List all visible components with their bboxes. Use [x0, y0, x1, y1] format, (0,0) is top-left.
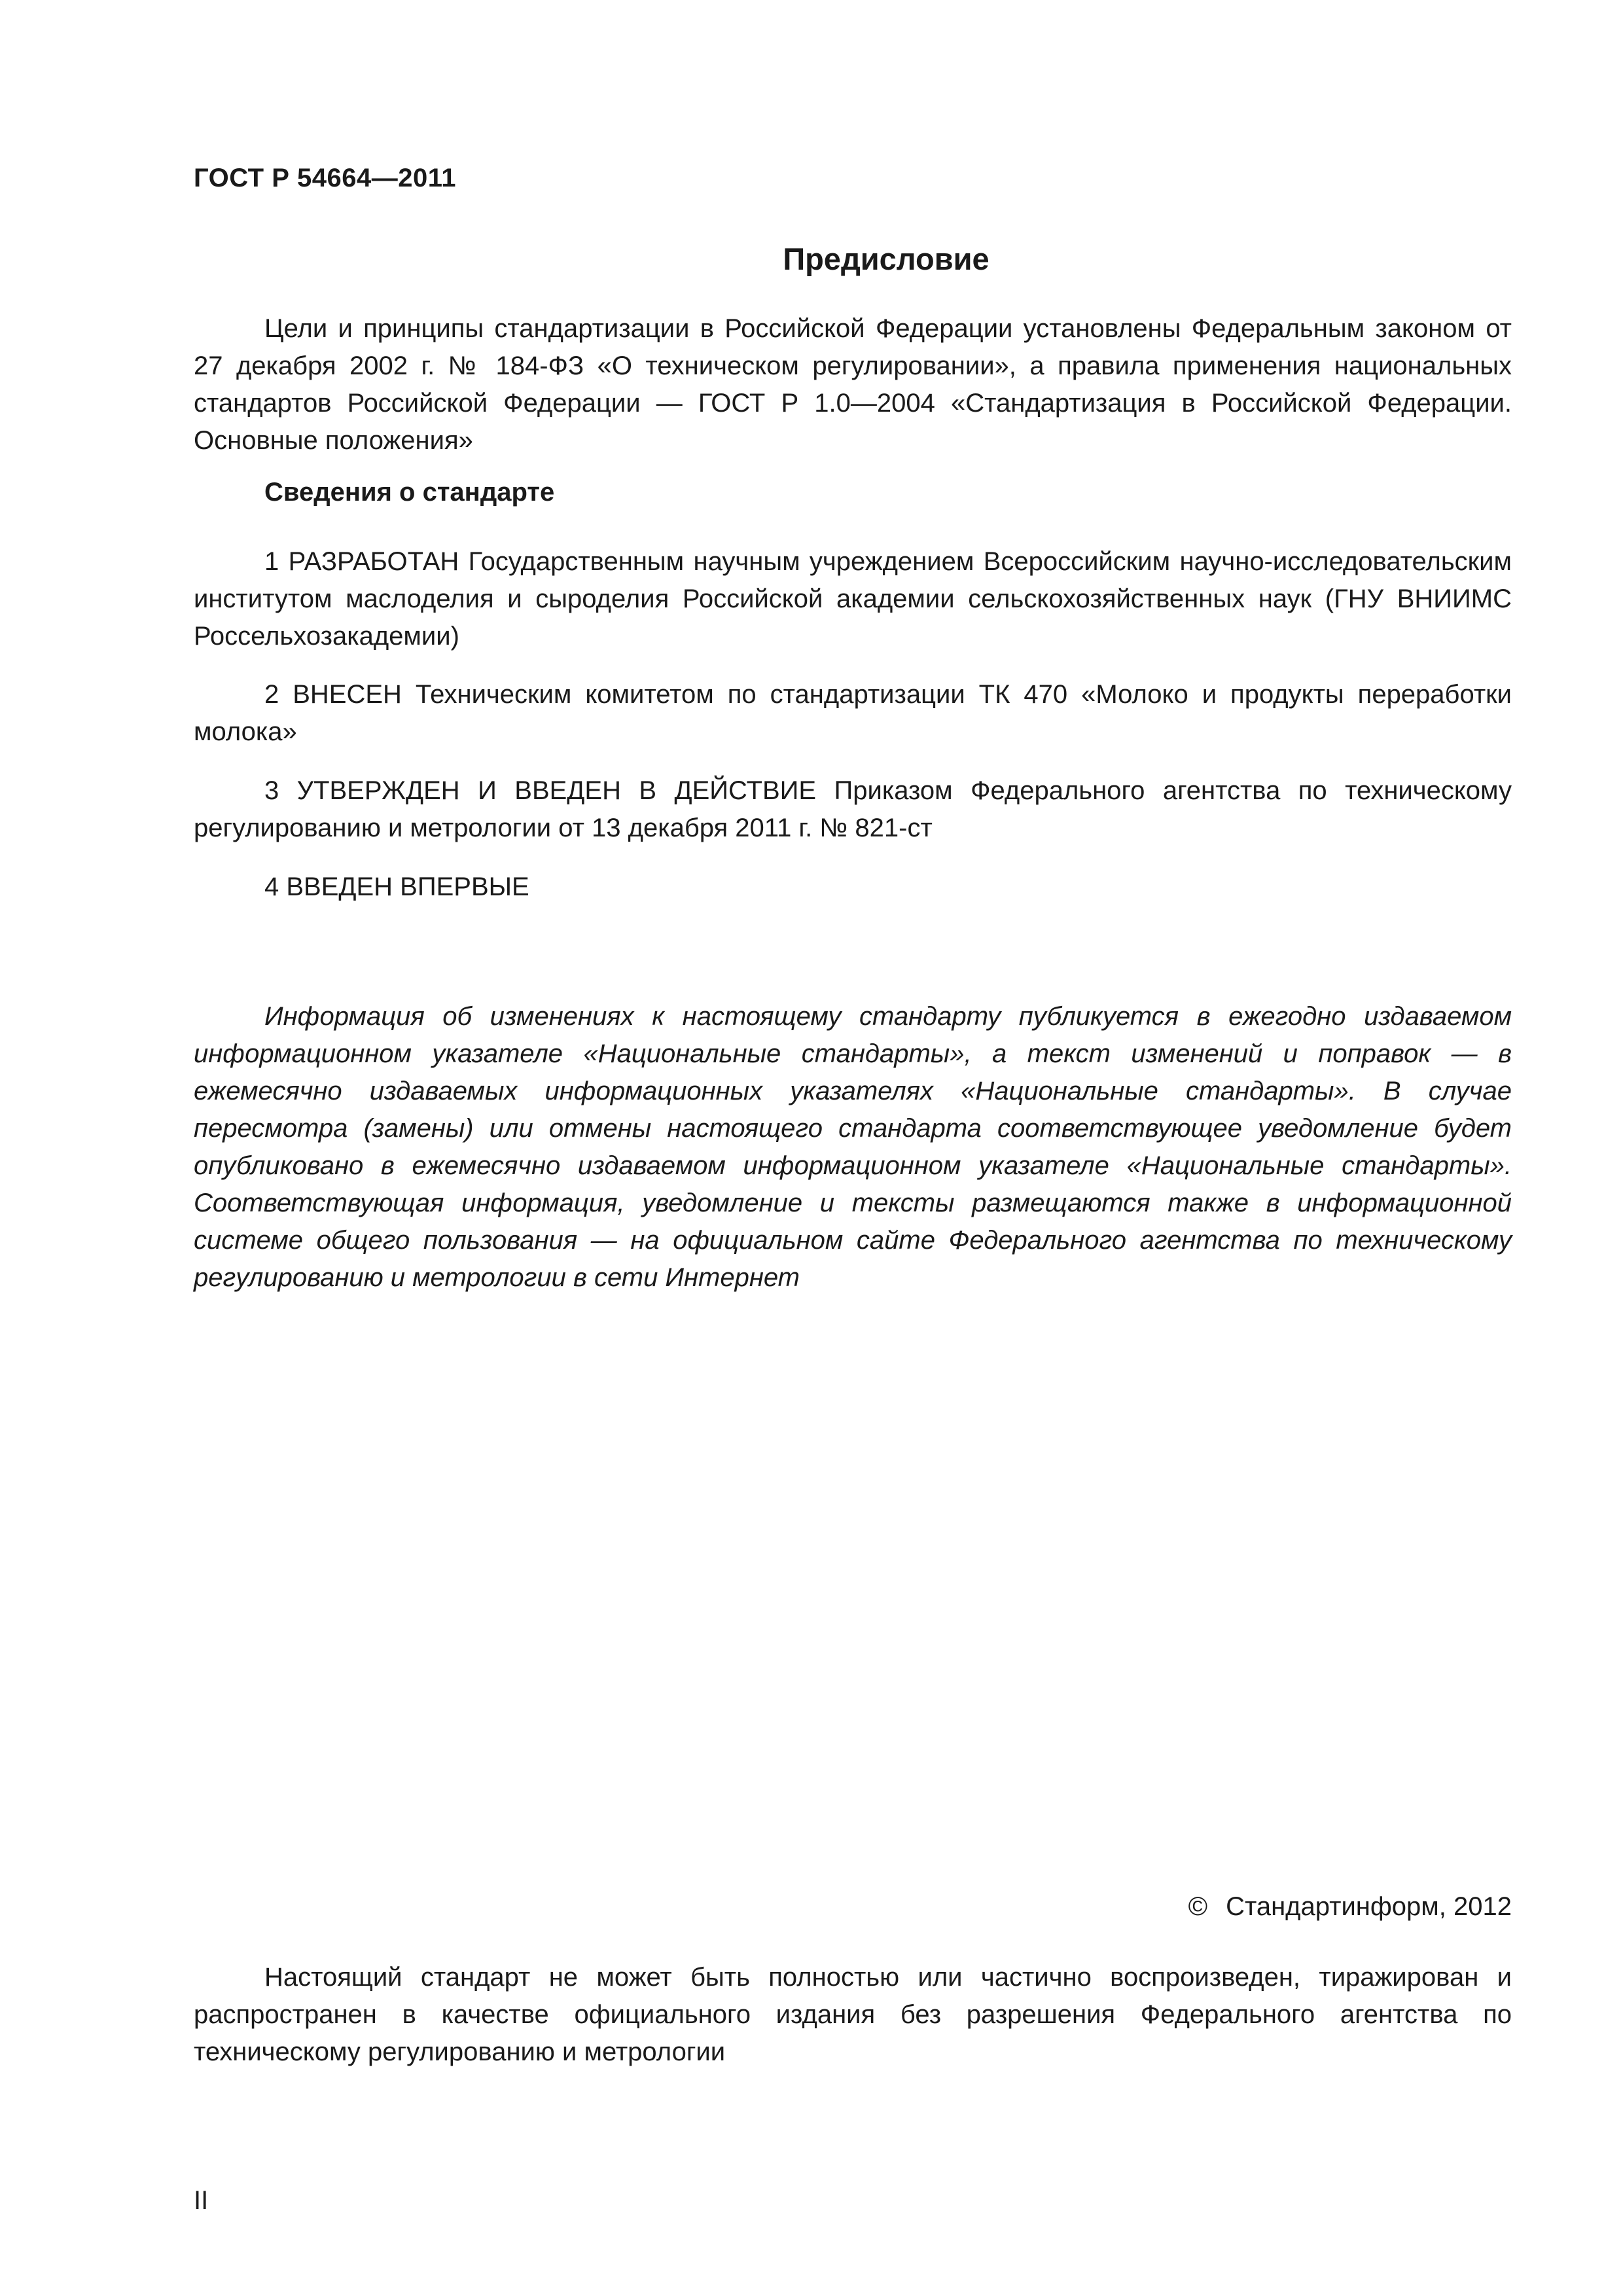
item-submitted: 2 ВНЕСЕН Техническим комитетом по стандартизации ТК 470 «Молоко и продукты переработки молока» — [194, 680, 1512, 746]
reproduction-notice: Настоящий стандарт не может быть полностью или частично воспроизведен, тиражирован и распространен в качестве официального издания без разрешения Федерального агентства по техническому регулированию и метрологии — [194, 1963, 1512, 2066]
item-developed: 1 РАЗРАБОТАН Государственным научным учреждением Всероссийским научно-исследовательским институтом маслоделия и сыроделия Российской академии сельскохозяйственных наук (ГНУ ВНИИМС Россельхозакадемии) — [194, 547, 1512, 651]
document-id: ГОСТ Р 54664—2011 — [194, 164, 456, 192]
item-first-introduced: 4 ВВЕДЕН ВПЕРВЫЕ — [264, 872, 529, 901]
item-approved: 3 УТВЕРЖДЕН И ВВЕДЕН В ДЕЙСТВИЕ Приказом Федерального агентства по техническому регулированию и метрологии от 13 декабря 2011 г. № 821-ст — [194, 776, 1512, 842]
copyright-line — [194, 1888, 1512, 1926]
page-number: II — [194, 2186, 209, 2215]
page-title: Предисловие — [783, 242, 990, 276]
copyright-text: Стандартинформ, 2012 — [1226, 1892, 1512, 1921]
section-heading: Сведения о стандарте — [264, 478, 555, 507]
intro-paragraph: Цели и принципы стандартизации в Российской Федерации установлены Федеральным законом от 27 декабря 2002 г. № 184-ФЗ «О техническом регулировании», а правила применения национальных стандартов Российской Федерации — ГОСТ Р 1.0—2004 «Стандартизация в Российской Федерации. Основные положения» — [194, 314, 1512, 455]
info-notice: Информация об изменениях к настоящему стандарту публикуется в ежегодно издаваемом информационном указателе «Национальные стандарты», а текст изменений и поправок — в ежемесячно издаваемых информационных указателях «Национальные стандарты». В случае пересмотра (замены) или отмены настоящего стандарта соответствующее уведомление будет опубликовано в ежемесячно издаваемом информационном указателе «Национальные стандарты». Соответствующая информация, уведомление и тексты размещаются также в информационной системе общего пользования — на официальном сайте Федерального агентства по техническому регулированию и метрологии в сети Интернет — [194, 1002, 1512, 1292]
copyright-symbol: © — [1188, 1892, 1208, 1921]
